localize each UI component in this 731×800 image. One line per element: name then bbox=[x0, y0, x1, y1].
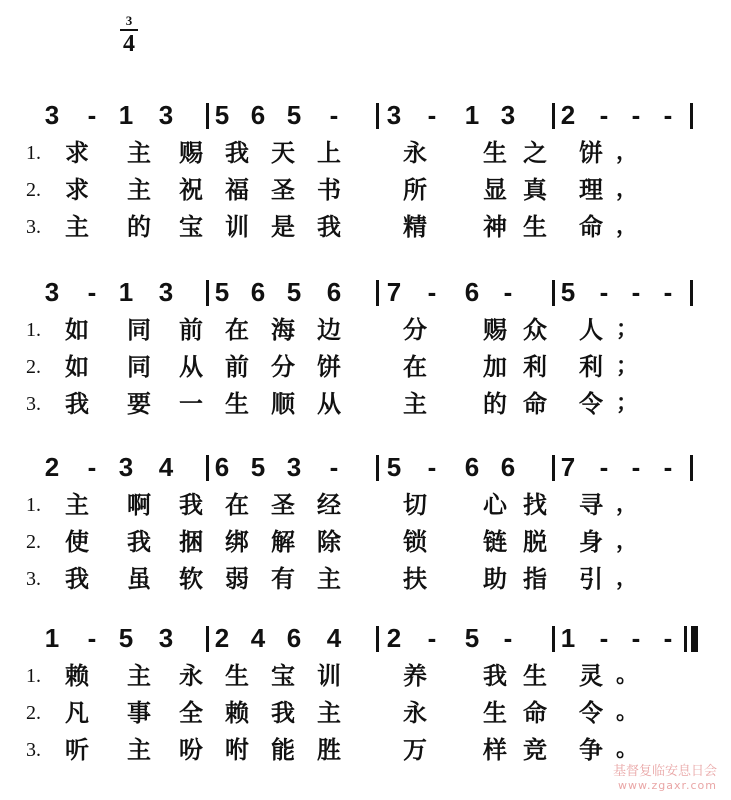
lyric-char: 同 bbox=[127, 353, 151, 381]
lyric-char: 找 bbox=[523, 491, 547, 519]
lyric-char: 赖 bbox=[225, 699, 249, 727]
lyric-char: 理 bbox=[579, 176, 603, 204]
lyric-char: 永 bbox=[403, 139, 427, 167]
notation-row bbox=[0, 95, 731, 135]
note: 3 bbox=[44, 277, 60, 307]
lyric-char: 切 bbox=[403, 491, 427, 519]
stanza-2 bbox=[0, 272, 731, 422]
lyric-line bbox=[0, 522, 731, 562]
lyric-char: 脱 bbox=[523, 528, 547, 556]
note-extension: - bbox=[427, 452, 437, 482]
note: 5 bbox=[214, 277, 230, 307]
lyric-char: 听 bbox=[65, 736, 89, 764]
note-extension: - bbox=[599, 277, 609, 307]
lyric-char: 能 bbox=[271, 736, 295, 764]
note: 2 bbox=[214, 623, 230, 653]
lyric-char: 海 bbox=[271, 316, 295, 344]
note: 3 bbox=[286, 452, 302, 482]
lyric-char: 主 bbox=[65, 491, 89, 519]
lyric-char: 锁 bbox=[403, 528, 427, 556]
lyric-char: 利 bbox=[579, 353, 603, 381]
barline bbox=[690, 103, 693, 129]
lyric-char: 我 bbox=[225, 139, 249, 167]
lyric-punctuation: ， bbox=[616, 177, 639, 202]
verse-number: 2. bbox=[26, 702, 41, 724]
lyric-char: 书 bbox=[317, 176, 341, 204]
lyric-char: 生 bbox=[483, 699, 507, 727]
lyric-char: 显 bbox=[483, 176, 507, 204]
lyric-line bbox=[0, 347, 731, 387]
barline bbox=[690, 455, 693, 481]
lyric-char: 饼 bbox=[317, 353, 341, 381]
lyric-char: 主 bbox=[127, 736, 151, 764]
lyric-line bbox=[0, 207, 731, 247]
lyric-char: 我 bbox=[271, 699, 295, 727]
note-extension: - bbox=[599, 452, 609, 482]
stanza-4 bbox=[0, 618, 731, 768]
lyric-char: 有 bbox=[271, 565, 295, 593]
lyric-char: 要 bbox=[127, 390, 151, 418]
lyric-char: 永 bbox=[179, 662, 203, 690]
lyric-punctuation: ， bbox=[616, 140, 639, 165]
lyric-line bbox=[0, 384, 731, 424]
note: 3 bbox=[158, 623, 174, 653]
lyric-char: 真 bbox=[523, 176, 547, 204]
verse-number: 3. bbox=[26, 393, 41, 415]
lyric-char: 扶 bbox=[403, 565, 427, 593]
lyric-char: 我 bbox=[483, 662, 507, 690]
verse-number: 3. bbox=[26, 216, 41, 238]
barline bbox=[376, 455, 379, 481]
note: 1 bbox=[464, 100, 480, 130]
note: 3 bbox=[118, 452, 134, 482]
lyric-char: 命 bbox=[579, 213, 603, 241]
lyric-char: 我 bbox=[65, 565, 89, 593]
note: 1 bbox=[118, 277, 134, 307]
lyric-char: 生 bbox=[523, 662, 547, 690]
verse-number: 1. bbox=[26, 319, 41, 341]
lyric-char: 加 bbox=[483, 353, 507, 381]
lyric-char: 宝 bbox=[271, 662, 295, 690]
lyric-char: 心 bbox=[483, 491, 507, 519]
note-extension: - bbox=[631, 277, 641, 307]
lyric-char: 命 bbox=[523, 699, 547, 727]
note-extension: - bbox=[87, 623, 97, 653]
lyric-char: 天 bbox=[271, 139, 295, 167]
lyric-char: 令 bbox=[579, 699, 603, 727]
note: 6 bbox=[250, 100, 266, 130]
lyric-char: 链 bbox=[483, 528, 507, 556]
lyric-char: 全 bbox=[179, 699, 203, 727]
verse-number: 2. bbox=[26, 356, 41, 378]
lyric-char: 福 bbox=[225, 176, 249, 204]
lyric-char: 如 bbox=[65, 316, 89, 344]
lyric-char: 令 bbox=[579, 390, 603, 418]
note-extension: - bbox=[87, 100, 97, 130]
note: 5 bbox=[118, 623, 134, 653]
verse-number: 2. bbox=[26, 179, 41, 201]
note-extension: - bbox=[427, 623, 437, 653]
note: 5 bbox=[560, 277, 576, 307]
lyric-char: 我 bbox=[317, 213, 341, 241]
lyric-punctuation: ； bbox=[616, 317, 639, 342]
lyric-char: 我 bbox=[127, 528, 151, 556]
lyric-char: 之 bbox=[523, 139, 547, 167]
note-extension: - bbox=[503, 623, 513, 653]
lyric-char: 人 bbox=[579, 316, 603, 344]
note-extension: - bbox=[87, 277, 97, 307]
note: 6 bbox=[214, 452, 230, 482]
watermark-text: 基督复临安息日会 bbox=[612, 764, 717, 779]
note: 2 bbox=[560, 100, 576, 130]
note: 1 bbox=[560, 623, 576, 653]
lyric-char: 从 bbox=[317, 390, 341, 418]
note-extension: - bbox=[599, 623, 609, 653]
lyric-char: 在 bbox=[225, 316, 249, 344]
note: 4 bbox=[326, 623, 342, 653]
note: 5 bbox=[214, 100, 230, 130]
lyric-char: 绑 bbox=[225, 528, 249, 556]
note: 3 bbox=[500, 100, 516, 130]
lyric-char: 生 bbox=[225, 662, 249, 690]
note-extension: - bbox=[329, 452, 339, 482]
lyric-char: 啊 bbox=[127, 491, 151, 519]
lyric-char: 胜 bbox=[317, 736, 341, 764]
lyric-char: 吩 bbox=[179, 736, 203, 764]
lyric-char: 利 bbox=[523, 353, 547, 381]
lyric-char: 训 bbox=[317, 662, 341, 690]
lyric-line bbox=[0, 133, 731, 173]
lyric-char: 训 bbox=[225, 213, 249, 241]
lyric-line bbox=[0, 170, 731, 210]
stanza-1 bbox=[0, 95, 731, 245]
verse-number: 1. bbox=[26, 142, 41, 164]
note: 3 bbox=[44, 100, 60, 130]
lyric-punctuation: ， bbox=[616, 566, 639, 591]
lyric-char: 灵 bbox=[579, 662, 603, 690]
lyric-char: 饼 bbox=[579, 139, 603, 167]
lyric-line bbox=[0, 559, 731, 599]
note: 6 bbox=[326, 277, 342, 307]
note-extension: - bbox=[599, 100, 609, 130]
lyric-char: 生 bbox=[225, 390, 249, 418]
lyric-line bbox=[0, 656, 731, 696]
notation-row bbox=[0, 272, 731, 312]
lyric-char: 解 bbox=[271, 528, 295, 556]
lyric-char: 主 bbox=[65, 213, 89, 241]
lyric-char: 的 bbox=[483, 390, 507, 418]
lyric-char: 主 bbox=[317, 699, 341, 727]
note: 1 bbox=[118, 100, 134, 130]
lyric-char: 前 bbox=[225, 353, 249, 381]
lyric-char: 永 bbox=[403, 699, 427, 727]
lyric-char: 前 bbox=[179, 316, 203, 344]
note: 5 bbox=[386, 452, 402, 482]
barline bbox=[376, 280, 379, 306]
note-extension: - bbox=[663, 623, 673, 653]
lyric-punctuation: 。 bbox=[616, 737, 639, 762]
lyric-char: 同 bbox=[127, 316, 151, 344]
lyric-char: 所 bbox=[403, 176, 427, 204]
lyric-char: 赐 bbox=[179, 139, 203, 167]
lyric-char: 生 bbox=[483, 139, 507, 167]
note: 6 bbox=[464, 452, 480, 482]
lyric-char: 经 bbox=[317, 491, 341, 519]
lyric-char: 命 bbox=[523, 390, 547, 418]
lyric-char: 身 bbox=[579, 528, 603, 556]
barline bbox=[690, 280, 693, 306]
note-extension: - bbox=[329, 100, 339, 130]
note: 6 bbox=[286, 623, 302, 653]
lyric-punctuation: ， bbox=[616, 492, 639, 517]
lyric-char: 赐 bbox=[483, 316, 507, 344]
notation-row bbox=[0, 618, 731, 658]
lyric-char: 圣 bbox=[271, 491, 295, 519]
lyric-char: 祝 bbox=[179, 176, 203, 204]
lyric-char: 上 bbox=[317, 139, 341, 167]
note-extension: - bbox=[663, 452, 673, 482]
note-extension: - bbox=[503, 277, 513, 307]
time-signature bbox=[118, 14, 140, 56]
final-barline bbox=[691, 626, 698, 652]
verse-number: 1. bbox=[26, 665, 41, 687]
lyric-punctuation: ； bbox=[616, 354, 639, 379]
barline bbox=[376, 626, 379, 652]
note: 1 bbox=[44, 623, 60, 653]
lyric-char: 求 bbox=[65, 139, 89, 167]
lyric-line bbox=[0, 310, 731, 350]
lyric-char: 争 bbox=[579, 736, 603, 764]
lyric-char: 宝 bbox=[179, 213, 203, 241]
lyric-char: 除 bbox=[317, 528, 341, 556]
verse-number: 3. bbox=[26, 739, 41, 761]
lyric-char: 主 bbox=[317, 565, 341, 593]
lyric-char: 样 bbox=[483, 736, 507, 764]
note: 3 bbox=[158, 100, 174, 130]
note: 5 bbox=[464, 623, 480, 653]
lyric-char: 主 bbox=[127, 176, 151, 204]
note: 7 bbox=[386, 277, 402, 307]
lyric-char: 赖 bbox=[65, 662, 89, 690]
note-extension: - bbox=[663, 277, 673, 307]
note: 5 bbox=[286, 100, 302, 130]
note-extension: - bbox=[631, 100, 641, 130]
lyric-char: 养 bbox=[403, 662, 427, 690]
note: 7 bbox=[560, 452, 576, 482]
notation-row bbox=[0, 447, 731, 487]
note: 5 bbox=[286, 277, 302, 307]
note: 6 bbox=[464, 277, 480, 307]
note: 3 bbox=[158, 277, 174, 307]
verse-number: 3. bbox=[26, 568, 41, 590]
note-extension: - bbox=[87, 452, 97, 482]
lyric-char: 引 bbox=[579, 565, 603, 593]
note: 3 bbox=[386, 100, 402, 130]
lyric-char: 软 bbox=[179, 565, 203, 593]
lyric-punctuation: 。 bbox=[616, 700, 639, 725]
note: 5 bbox=[250, 452, 266, 482]
lyric-punctuation: ， bbox=[616, 214, 639, 239]
lyric-char: 众 bbox=[523, 316, 547, 344]
lyric-punctuation: 。 bbox=[616, 663, 639, 688]
lyric-char: 圣 bbox=[271, 176, 295, 204]
lyric-char: 顺 bbox=[271, 390, 295, 418]
lyric-char: 我 bbox=[179, 491, 203, 519]
note: 2 bbox=[386, 623, 402, 653]
note-extension: - bbox=[631, 452, 641, 482]
time-signature-bottom: 4 bbox=[123, 31, 135, 57]
lyric-char: 的 bbox=[127, 213, 151, 241]
lyric-char: 精 bbox=[403, 213, 427, 241]
lyric-char: 主 bbox=[403, 390, 427, 418]
lyric-char: 凡 bbox=[65, 699, 89, 727]
lyric-char: 咐 bbox=[225, 736, 249, 764]
note: 4 bbox=[250, 623, 266, 653]
lyric-char: 事 bbox=[127, 699, 151, 727]
lyric-punctuation: ； bbox=[616, 391, 639, 416]
lyric-char: 边 bbox=[317, 316, 341, 344]
lyric-char: 在 bbox=[225, 491, 249, 519]
lyric-char: 虽 bbox=[127, 565, 151, 593]
lyric-line bbox=[0, 693, 731, 733]
lyric-char: 寻 bbox=[579, 491, 603, 519]
lyric-char: 求 bbox=[65, 176, 89, 204]
note-extension: - bbox=[663, 100, 673, 130]
lyric-char: 万 bbox=[403, 736, 427, 764]
watermark-url: www.zgaxr.com bbox=[618, 779, 717, 792]
lyric-char: 使 bbox=[65, 528, 89, 556]
lyric-char: 分 bbox=[403, 316, 427, 344]
note: 4 bbox=[158, 452, 174, 482]
lyric-char: 弱 bbox=[225, 565, 249, 593]
lyric-char: 一 bbox=[179, 390, 203, 418]
note: 2 bbox=[44, 452, 60, 482]
note: 6 bbox=[250, 277, 266, 307]
lyric-char: 从 bbox=[179, 353, 203, 381]
lyric-char: 我 bbox=[65, 390, 89, 418]
lyric-char: 主 bbox=[127, 662, 151, 690]
lyric-char: 捆 bbox=[179, 528, 203, 556]
lyric-punctuation: ， bbox=[616, 529, 639, 554]
lyric-char: 如 bbox=[65, 353, 89, 381]
verse-number: 2. bbox=[26, 531, 41, 553]
final-barline bbox=[684, 626, 687, 652]
note-extension: - bbox=[427, 100, 437, 130]
note: 6 bbox=[500, 452, 516, 482]
lyric-char: 是 bbox=[271, 213, 295, 241]
lyric-char: 竞 bbox=[523, 736, 547, 764]
note-extension: - bbox=[631, 623, 641, 653]
note-extension: - bbox=[427, 277, 437, 307]
time-signature-top: 3 bbox=[125, 13, 133, 28]
lyric-char: 指 bbox=[523, 565, 547, 593]
lyric-char: 神 bbox=[483, 213, 507, 241]
lyric-char: 助 bbox=[483, 565, 507, 593]
barline bbox=[376, 103, 379, 129]
lyric-char: 在 bbox=[403, 353, 427, 381]
lyric-char: 分 bbox=[271, 353, 295, 381]
stanza-3 bbox=[0, 447, 731, 597]
lyric-line bbox=[0, 485, 731, 525]
lyric-char: 主 bbox=[127, 139, 151, 167]
verse-number: 1. bbox=[26, 494, 41, 516]
lyric-char: 生 bbox=[523, 213, 547, 241]
